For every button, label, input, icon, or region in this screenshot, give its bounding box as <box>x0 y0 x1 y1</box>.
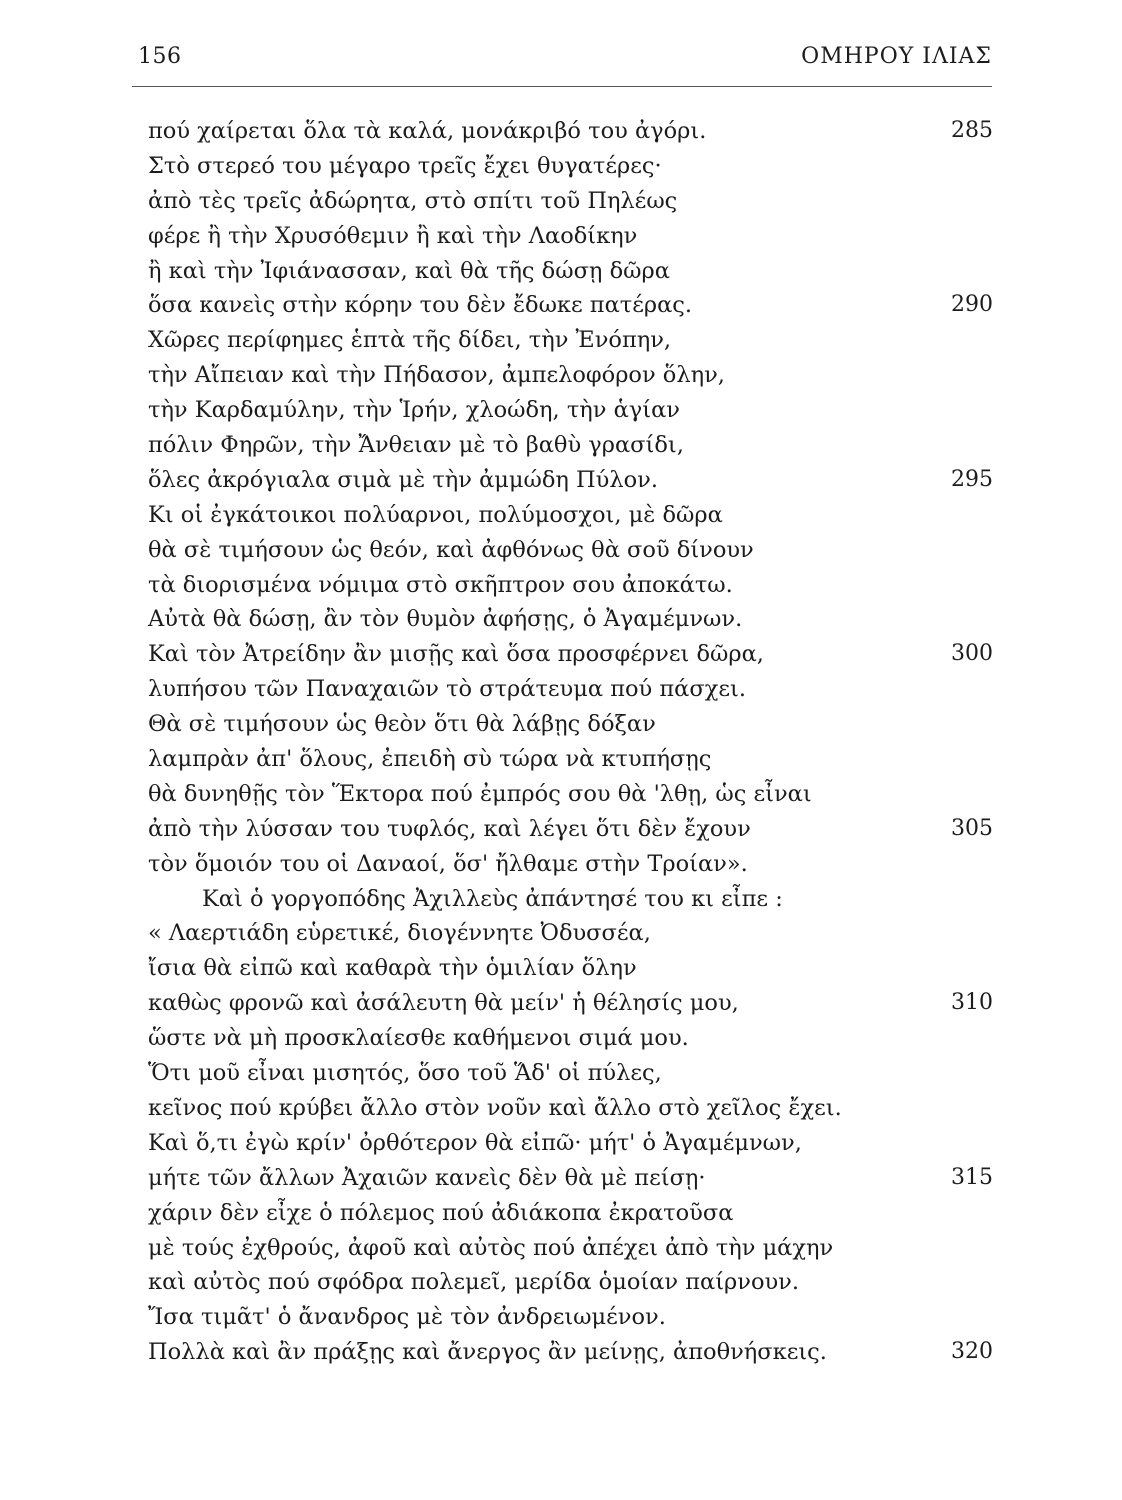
page-header <box>138 44 992 76</box>
verse-line <box>148 1161 993 1196</box>
verse-text: ἴσια θὰ εἰπῶ καὶ καθαρὰ τὴν ὁμιλίαν ὅλην <box>148 955 637 982</box>
line-number: 315 <box>951 1164 993 1190</box>
verse-line <box>148 812 993 847</box>
line-number: 300 <box>951 641 993 667</box>
verse-line <box>148 219 993 254</box>
verse-line <box>148 882 993 917</box>
verse-text: χάριν δὲν εἶχε ὁ πόλεμος πού ἀδιάκοπα ἐκρατοῦσα <box>148 1199 734 1226</box>
verse-text: ὥστε νὰ μὴ προσκλαίεσθε καθήμενοι σιμά μου. <box>148 1025 689 1052</box>
line-number: 295 <box>951 466 993 492</box>
line-number: 290 <box>951 292 993 318</box>
verse-text: ὅσα κανεὶς στὴν κόρην του δὲν ἔδωκε πατέρας. <box>148 292 693 319</box>
line-number: 305 <box>951 815 993 841</box>
page-number: 156 <box>138 44 182 69</box>
verse-text: καθὼς φρονῶ καὶ ἀσάλευτη θὰ μείν' ἡ θέλησίς μου, <box>148 990 739 1017</box>
verse-line <box>148 463 993 498</box>
verse-line <box>148 1265 993 1300</box>
verse-line <box>148 916 993 951</box>
line-number: 320 <box>951 1339 993 1365</box>
verse-text: τὴν Καρδαμύλην, τὴν Ἱρήν, χλοώδη, τὴν ἁγίαν <box>148 397 680 424</box>
verse-line <box>148 602 993 637</box>
line-number: 285 <box>951 118 993 143</box>
verse-line <box>148 1091 993 1126</box>
verse-line <box>148 184 993 219</box>
verse-text: ἀπὸ τὲς τρεῖς ἀδώρητα, στὸ σπίτι τοῦ Πηλέως <box>148 187 678 214</box>
verse-line <box>148 1196 993 1231</box>
verse-line <box>148 254 993 289</box>
verse-text: Πολλὰ καὶ ἂν πράξῃς καὶ ἄνεργος ἂν μείνῃς, ἀποθνήσκεις. <box>148 1339 827 1366</box>
verse-text: Καὶ ὁ γοργοπόδης Ἀχιλλεὺς ἀπάντησέ του κι εἶπε : <box>202 885 783 912</box>
line-number: 310 <box>951 990 993 1016</box>
verse-line <box>148 707 993 742</box>
verse-text: Στὸ στερεό του μέγαρο τρεῖς ἔχει θυγατέρες· <box>148 152 662 179</box>
verse-text: μήτε τῶν ἄλλων Ἀχαιῶν κανεὶς δὲν θὰ μὲ πείσῃ· <box>148 1164 706 1191</box>
verse-line <box>148 533 993 568</box>
verse-line <box>148 742 993 777</box>
verse-text: πόλιν Φηρῶν, τὴν Ἄνθειαν μὲ τὸ βαθὺ γρασίδι, <box>148 432 684 459</box>
verse-text: λυπήσου τῶν Παναχαιῶν τὸ στράτευμα πού πάσχει. <box>148 676 746 703</box>
verse-text: Καὶ τὸν Ἀτρείδην ἂν μισῇς καὶ ὅσα προσφέρνει δῶρα, <box>148 641 764 668</box>
verse-line <box>148 672 993 707</box>
verse-text: Καὶ ὅ,τι ἐγὼ κρίν' ὀρθότερον θὰ εἰπῶ· μήτ' ὁ Ἀγαμέμνων, <box>148 1129 802 1156</box>
verse-line <box>148 498 993 533</box>
verse-line <box>148 288 993 323</box>
verse-text: ἢ καὶ τὴν Ἰφιάνασσαν, καὶ θὰ τῆς δώσῃ δῶρα <box>148 257 670 284</box>
verse-text: Θὰ σὲ τιμήσουν ὡς θεὸν ὅτι θὰ λάβῃς δόξαν <box>148 711 656 738</box>
verse-text: « Λαερτιάδη εὑρετικέ, διογέννητε Ὀδυσσέα, <box>148 920 651 947</box>
verse-text: Ἴσα τιμᾶτ' ὁ ἄνανδρος μὲ τὸν ἀνδρειωμένον. <box>148 1304 666 1331</box>
verse-line <box>148 1231 993 1266</box>
verse-text: τὰ διορισμένα νόμιμα στὸ σκῆπτρον σου ἀποκάτω. <box>148 571 733 598</box>
verse-line <box>148 1300 993 1335</box>
verse-line <box>148 1056 993 1091</box>
verse-text: Χῶρες περίφημες ἑπτὰ τῆς δίδει, τὴν Ἐνόπην, <box>148 327 672 354</box>
verse-line <box>148 637 993 672</box>
verse-line <box>148 149 993 184</box>
verse-text: Κι οἱ ἐγκάτοικοι πολύαρνοι, πολύμοσχοι, μὲ δῶρα <box>148 501 723 528</box>
verse-text: κεῖνος πού κρύβει ἄλλο στὸν νοῦν καὶ ἄλλο στὸ χεῖλος ἔχει. <box>148 1094 842 1121</box>
verse-line <box>148 777 993 812</box>
verse-line <box>148 986 993 1021</box>
verse-line <box>148 428 993 463</box>
verse-text: καὶ αὐτὸς πού σφόδρα πολεμεῖ, μερίδα ὁμοίαν παίρνουν. <box>148 1269 799 1296</box>
verse-text: φέρε ἢ τὴν Χρυσόθεμιν ἢ καὶ τὴν Λαοδίκην <box>148 222 638 249</box>
verse-text: Αὐτὰ θὰ δώσῃ, ἂν τὸν θυμὸν ἀφήσῃς, ὁ Ἀγαμέμνων. <box>148 606 743 633</box>
verse-line <box>148 1126 993 1161</box>
verse-text: ἀπὸ τὴν λύσσαν του τυφλός, καὶ λέγει ὅτι δὲν ἔχουν <box>148 815 751 842</box>
header-rule <box>132 86 992 87</box>
verse-line <box>148 1335 993 1370</box>
running-title: ΟΜΗΡΟΥ ΙΛΙΑΣ <box>801 44 992 69</box>
verse-text: ὅλες ἀκρόγιαλα σιμὰ μὲ τὴν ἀμμώδη Πύλον. <box>148 466 658 493</box>
verse-text: θὰ δυνηθῇς τὸν Ἕκτορα πού ἐμπρός σου θὰ 'λθῃ, ὡς εἶναι <box>148 780 812 807</box>
verse-text: θὰ σὲ τιμήσουν ὡς θεόν, καὶ ἀφθόνως θὰ σοῦ δίνουν <box>148 536 754 563</box>
verse-text: πού χαίρεται ὅλα τὰ καλά, μονάκριβό του ἀγόρι. <box>148 118 707 144</box>
verse-text: λαμπρὰν ἀπ' ὅλους, ἐπειδὴ σὺ τώρα νὰ κτυπήσῃς <box>148 746 712 773</box>
verse-line <box>148 1021 993 1056</box>
verse-line <box>148 358 993 393</box>
verse-line <box>148 114 993 149</box>
verse-line <box>148 323 993 358</box>
verse-text: μὲ τούς ἐχθρούς, ἀφοῦ καὶ αὐτὸς πού ἀπέχει ἀπὸ τὴν μάχην <box>148 1234 834 1261</box>
verse-text: Ὅτι μοῦ εἶναι μισητός, ὅσο τοῦ Ἅδ' οἱ πύλες, <box>148 1060 662 1087</box>
verse-block <box>148 114 993 1370</box>
verse-text: τὴν Αἴπειαν καὶ τὴν Πήδασον, ἀμπελοφόρον ὅλην, <box>148 362 725 389</box>
verse-line <box>148 568 993 603</box>
verse-text: τὸν ὅμοιόν του οἱ Δαναοί, ὅσ' ἤλθαμε στὴν Τροίαν». <box>148 850 748 877</box>
verse-line <box>148 951 993 986</box>
verse-line <box>148 847 993 882</box>
verse-line <box>148 393 993 428</box>
